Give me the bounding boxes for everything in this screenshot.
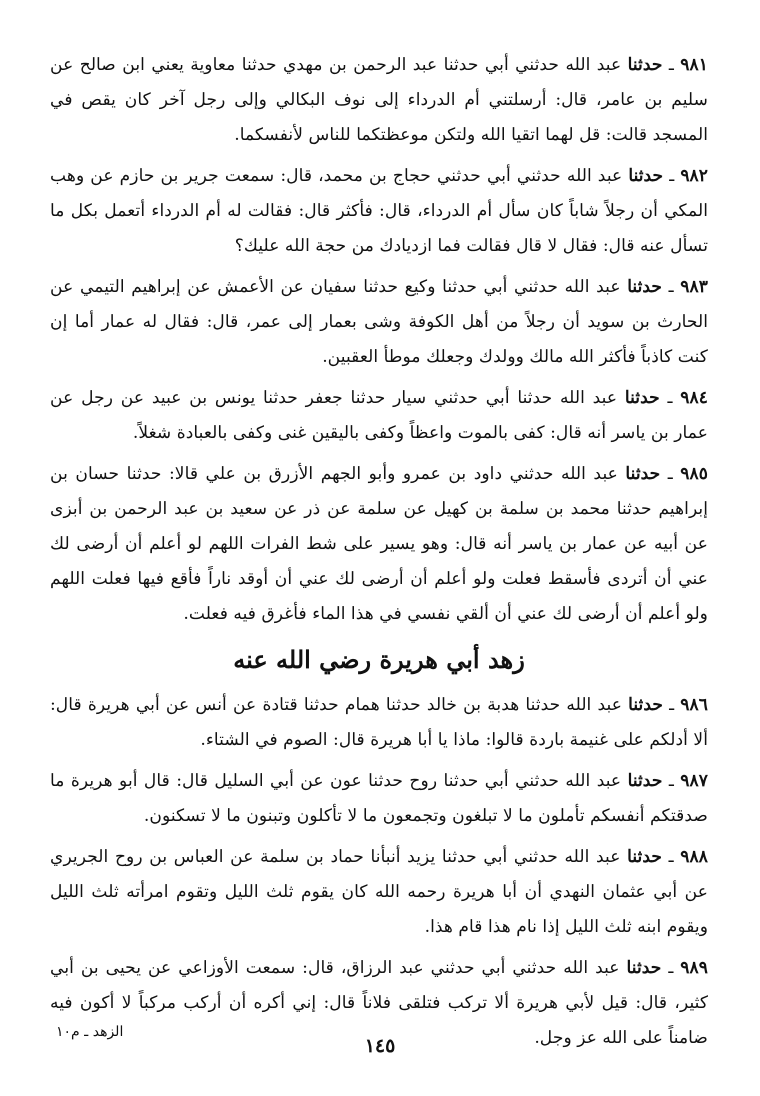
hadith-text: عبد الله حدثني أبي حدثني عبد الرزاق، قال: سمعت الأوزاعي عن يحيى بن أبي كثير، قال: قيل لأبي هريرة ألا تركب فتلقى فلاناً قال: إني أكره أن أركب مركباً لا أكون فيه ضامناً على الله عز وجل.: [50, 958, 708, 1048]
hadith-text: عبد الله حدثنا أبي حدثني سيار حدثنا جعفر حدثنا يونس بن عبيد عن رجل عن عمار بن ياسر أنه قال: كفى بالموت واعظاً وكفى باليقين غنى وكفى بالعبادة شغلاً.: [50, 388, 708, 443]
hadith-text: عبد الله حدثنا هدبة بن خالد حدثنا همام حدثنا قتادة عن أنس عن أبي هريرة قال: ألا أدلكم على غنيمة باردة قالوا: ماذا يا أبا هريرة قال: الصوم في الشتاء.: [50, 695, 708, 750]
hadith-paragraph: ٩٨٤ ـ حدثنا عبد الله حدثنا أبي حدثني سيار حدثنا جعفر حدثنا يونس بن عبيد عن رجل عن عمار بن ياسر أنه قال: كفى بالموت واعظاً وكفى باليقين غنى وكفى بالعبادة شغلاً.: [50, 388, 708, 443]
section-title: زهد أبي هريرة رضي الله عنه: [233, 645, 525, 674]
hadith-lead: حدثنا: [627, 847, 662, 867]
hadith-text: عبد الله حدثني أبي حدثنا روح حدثنا عون عن أبي السليل قال: قال أبو هريرة ما صدقتكم أنفسكم تأملون ما لا تبلغون وتجمعون ما لا تأكلون وتبنون ما لا تسكنون.: [50, 771, 708, 826]
hadith-number: ٩٨١: [680, 55, 708, 75]
hadith-lead: حدثنا: [628, 695, 663, 715]
hadith-paragraph: ٩٨٩ ـ حدثنا عبد الله حدثني أبي حدثني عبد الرزاق، قال: سمعت الأوزاعي عن يحيى بن أبي كثير، قال: قيل لأبي هريرة ألا تركب فتلقى فلاناً قال: إني أكره أن أركب مركباً لا أكون فيه ضامناً على الله عز وجل.: [50, 958, 708, 1048]
signature-mark: الزهد ـ م١٠: [56, 1024, 124, 1040]
hadith-paragraph: ٩٨٢ ـ حدثنا عبد الله حدثني أبي حدثني حجاج بن محمد، قال: سمعت جرير بن حازم عن وهب المكي أن رجلاً شاباً كان سأل أم الدرداء، قال: فأكثر قال: فقالت له أم الدرداء أتعمل بكل ما تسأل عنه قال: فقال لا قال فقالت فما ازديادك من حجة الله عليك؟: [50, 166, 709, 256]
hadith-paragraph: ٩٨٥ ـ حدثنا عبد الله حدثني داود بن عمرو وأبو الجهم الأزرق بن علي قالا: حدثنا حسان بن إبراهيم حدثنا محمد بن سلمة بن كهيل عن سلمة عن ذر عن سعيد بن عبد الرحمن بن أبزى عن أبيه عن عمار بن ياسر أنه قال: وهو يسير على شط الفرات اللهم لو أعلم أن أرضى لك عني أن أتردى فأسقط فعلت ولو أعلم أن أرضى لك عني أن أوقد ناراً فأقع فيها فعلت اللهم ولو أعلم أن أرضى لك عني أن ألقي نفسي في هذا الماء فأغرق فيه فعلت.: [50, 464, 708, 624]
hadith-text: عبد الله حدثني أبي حدثنا وكيع حدثنا سفيان عن الأعمش عن إبراهيم التيمي عن الحارث بن سويد أن رجلاً من أهل الكوفة وشى بعمار إلى عمر، قال: فقال له عمار أما إن كنت كاذباً فأكثر الله مالك وولدك وجعلك موطأ العقبين.: [50, 277, 708, 367]
hadith-list-top: [50, 48, 708, 632]
hadith-number: ٩٨٥: [680, 464, 708, 484]
hadith-paragraph: ٩٨٧ ـ حدثنا عبد الله حدثني أبي حدثنا روح حدثنا عون عن أبي السليل قال: قال أبو هريرة ما صدقتكم أنفسكم تأملون ما لا تبلغون وتجمعون ما لا تأكلون وتبنون ما لا تسكنون.: [50, 771, 708, 826]
hadith-text: عبد الله حدثني أبي حدثني حجاج بن محمد، قال: سمعت جرير بن حازم عن وهب المكي أن رجلاً شاباً كان سأل أم الدرداء، قال: فأكثر قال: فقالت له أم الدرداء أتعمل بكل ما تسأل عنه قال: فقال لا قال فقالت فما ازديادك من حجة الله عليك؟: [50, 166, 708, 256]
hadith-number: ٩٨٤: [680, 388, 708, 408]
hadith-text: عبد الله حدثني أبي حدثنا عبد الرحمن بن مهدي حدثنا معاوية يعني ابن صالح عن سليم بن عامر، قال: أرسلتني أم الدرداء إلى نوف البكالي وإلى رجل آخر كان يقص في المسجد قالت: قل لهما اتقيا الله ولتكن موعظتكما للناس لأنفسكما.: [50, 55, 708, 145]
hadith-number: ٩٨٨: [680, 847, 708, 867]
hadith-text: عبد الله حدثني أبي حدثنا يزيد أنبأنا حماد بن سلمة عن العباس بن روح الجريري عن أبي عثمان النهدي أن أبا هريرة رحمه الله كان يقوم ثلث الليل وتقوم امرأته ثلث الليل ويقوم ابنه ثلث الليل إذا نام هذا قام هذا.: [50, 847, 708, 937]
hadith-list-bottom: [50, 688, 708, 1056]
hadith-number: ٩٨٦: [680, 695, 708, 715]
hadith-lead: حدثنا: [625, 464, 661, 484]
hadith-lead: حدثنا: [627, 55, 663, 75]
page-number: ١٤٥: [364, 1035, 396, 1057]
hadith-number: ٩٨٢: [680, 166, 709, 186]
hadith-paragraph: ٩٨٦ ـ حدثنا عبد الله حدثنا هدبة بن خالد حدثنا همام حدثنا قتادة عن أنس عن أبي هريرة قال: ألا أدلكم على غنيمة باردة قالوا: ماذا يا أبا هريرة قال: الصوم في الشتاء.: [50, 695, 708, 750]
hadith-paragraph: ٩٨١ ـ حدثنا عبد الله حدثني أبي حدثنا عبد الرحمن بن مهدي حدثنا معاوية يعني ابن صالح عن سليم بن عامر، قال: أرسلتني أم الدرداء إلى نوف البكالي وإلى رجل آخر كان يقص في المسجد قالت: قل لهما اتقيا الله ولتكن موعظتكما للناس لأنفسكما.: [50, 55, 708, 145]
hadith-text: عبد الله حدثني داود بن عمرو وأبو الجهم الأزرق بن علي قالا: حدثنا حسان بن إبراهيم حدثنا محمد بن سلمة بن كهيل عن سلمة عن ذر عن سعيد بن عبد الرحمن بن أبزى عن أبيه عن عمار بن ياسر أنه قال: وهو يسير على شط الفرات اللهم لو أعلم أن أرضى لك عني أن أتردى فأسقط فعلت ولو أعلم أن أرضى لك عني أن أوقد ناراً فأقع فيها فعلت اللهم ولو أعلم أن أرضى لك عني أن ألقي نفسي في هذا الماء فأغرق فيه فعلت.: [50, 464, 708, 624]
hadith-lead: حدثنا: [626, 958, 662, 978]
hadith-lead: حدثنا: [627, 771, 663, 791]
hadith-number: ٩٨٩: [680, 958, 708, 978]
hadith-lead: حدثنا: [624, 388, 660, 408]
hadith-number: ٩٨٣: [680, 277, 708, 297]
hadith-paragraph: ٩٨٣ ـ حدثنا عبد الله حدثني أبي حدثنا وكيع حدثنا سفيان عن الأعمش عن إبراهيم التيمي عن الحارث بن سويد أن رجلاً من أهل الكوفة وشى بعمار إلى عمر، قال: فقال له عمار أما إن كنت كاذباً فأكثر الله مالك وولدك وجعلك موطأ العقبين.: [50, 277, 708, 367]
hadith-lead: حدثنا: [628, 166, 664, 186]
hadith-lead: حدثنا: [627, 277, 663, 297]
hadith-number: ٩٨٧: [680, 771, 708, 791]
hadith-paragraph: ٩٨٨ ـ حدثنا عبد الله حدثني أبي حدثنا يزيد أنبأنا حماد بن سلمة عن العباس بن روح الجريري عن أبي عثمان النهدي أن أبا هريرة رحمه الله كان يقوم ثلث الليل وتقوم امرأته ثلث الليل ويقوم ابنه ثلث الليل إذا نام هذا قام هذا.: [50, 847, 708, 937]
